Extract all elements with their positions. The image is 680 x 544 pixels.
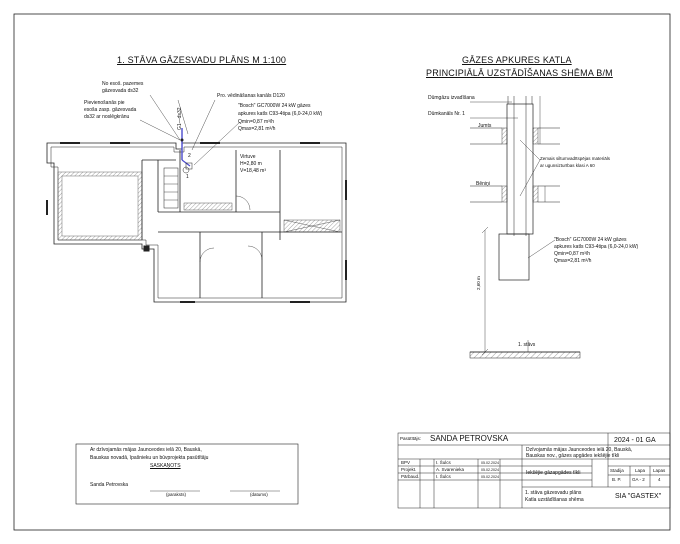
tb-object-2: Bauskas nov., gāzes apgādes iekšējie tīkli <box>526 453 620 459</box>
mark-1: 1 <box>186 174 189 180</box>
note-no-esosa-1: No esoš. pazemes <box>102 81 144 87</box>
label-zemais-1: Zemais siltumvadītspējas materiāls <box>540 156 611 161</box>
tb-pasutitajs: SANDA PETROVSKA <box>430 434 509 443</box>
label-dumkanals: Dūmkanāls Nr. 1 <box>428 111 465 117</box>
note-pievienosanas-3: ds32 ar noslēgkrānu <box>84 114 130 120</box>
scheme-bosch-3: Qmin=0,87 m³/h <box>554 251 590 257</box>
label-bening: Bēniņi <box>476 181 490 187</box>
note-vedinasanas: Pro. vēdināšanas kanāls D120 <box>217 93 285 99</box>
tb-date-3: 05.02.2024 <box>481 475 499 479</box>
plan-bosch-1: "Bosch" GC7000W 24 kW gāzes <box>238 103 311 109</box>
scheme-title-2: PRINCIPIĀLĀ UZSTĀDĪŠANAS SHĒMA B/M <box>426 68 613 78</box>
note-pievienosanas-2: esoša zasp. gāzesvada <box>84 107 137 113</box>
label-zemais-2: ar ugunsizturības klasi A 60 <box>540 163 595 168</box>
label-jumts: Jumts <box>478 123 492 129</box>
approval-line-1: Ar dzīvojamās mājas Jaunceodes ielā 20, Bauskā, <box>90 447 202 453</box>
mark-2: 2 <box>188 153 191 159</box>
tb-name-3: I. Šulcs <box>436 474 451 479</box>
approval-date-label: (datums) <box>250 492 268 497</box>
pipe-label-g1: G1—ds32 <box>177 107 183 130</box>
tb-name-2: A. Svarenieka <box>436 467 465 472</box>
label-dumgazu: Dūmgāzu izvadīšana <box>428 95 475 101</box>
tb-role-2: Projekt. <box>401 467 417 472</box>
tb-name-1: I. Šulcs <box>436 460 451 465</box>
plan-bosch-4: Qmax=2,81 m³/h <box>238 126 276 132</box>
tb-sheet-title-1: 1. stāva gāzesvadu plāns <box>525 490 582 496</box>
note-no-esosa-2: gāzesvada ds32 <box>102 88 139 94</box>
approval-sign-label: (paraksts) <box>166 492 187 497</box>
floor-plan <box>47 143 346 302</box>
tb-header-lapas: Lapas <box>653 468 666 473</box>
tb-section-name: Iekšējie gāzapgādes tīkli <box>526 470 581 476</box>
tb-sheet-title-2: Katla uzstādīšanas shēma <box>525 497 584 503</box>
tb-project-no: 2024 - 01 GA <box>614 437 656 444</box>
tb-object-1: Dzīvojamās mājas Jaunceodes ielā 20, Bauskā, <box>526 447 633 453</box>
plan-bosch-2: apkures katls C93-4tipa (6,0-24,0 kW) <box>238 111 323 117</box>
scheme-bosch-1: "Bosch" GC7000W 24 kW gāzes <box>554 237 627 243</box>
tb-role-3: Pārbaud. <box>401 474 420 479</box>
approval-line-3: SASKAŅOTS <box>150 463 181 469</box>
tb-header-lapa: Lapa <box>635 468 646 473</box>
scheme-bosch-4: Qmax=2,81 m³/h <box>554 258 592 264</box>
plan-bosch-3: Qmin=0,87 m³/h <box>238 119 274 125</box>
room-height: H=2,80 m <box>240 161 262 167</box>
tb-value-lapa: GA - 2 <box>632 477 645 482</box>
approval-line-2: Bauskas novadā, īpašnieku un būvprojekta pasūtītāju <box>90 455 209 461</box>
gas-pipe <box>181 128 193 173</box>
installation-scheme <box>470 96 580 358</box>
room-virtuve: Virtuve <box>240 154 256 160</box>
tb-date-1: 05.02.2024 <box>481 461 499 465</box>
tb-value-stadija: B. P. <box>612 477 622 482</box>
scheme-bosch-2: apkures katls C93-4tipa (6,0-24,0 kW) <box>554 244 639 250</box>
label-dim-vertical: 2,60 m <box>476 276 481 290</box>
tb-role-1: BPV <box>401 460 411 465</box>
note-pievienosanas-1: Pievienošanās pie <box>84 100 125 106</box>
tb-company: SIA "GASTEX" <box>615 493 662 500</box>
tb-header-stadija: Stadija <box>610 468 624 473</box>
tb-pasutitajs-label: Pasūtītājs: <box>400 436 422 441</box>
tb-date-2: 05.02.2024 <box>481 468 499 472</box>
approval-name: Sanda Petrovska <box>90 482 129 488</box>
room-volume: V=18,48 m³ <box>240 168 266 174</box>
label-stavs: 1. stāvs <box>518 342 536 348</box>
scheme-title-1: GĀZES APKURES KATLA <box>462 55 572 65</box>
tb-value-lapas: 4 <box>658 477 661 482</box>
plan-title: 1. STĀVA GĀZESVADU PLĀNS M 1:100 <box>117 55 287 65</box>
